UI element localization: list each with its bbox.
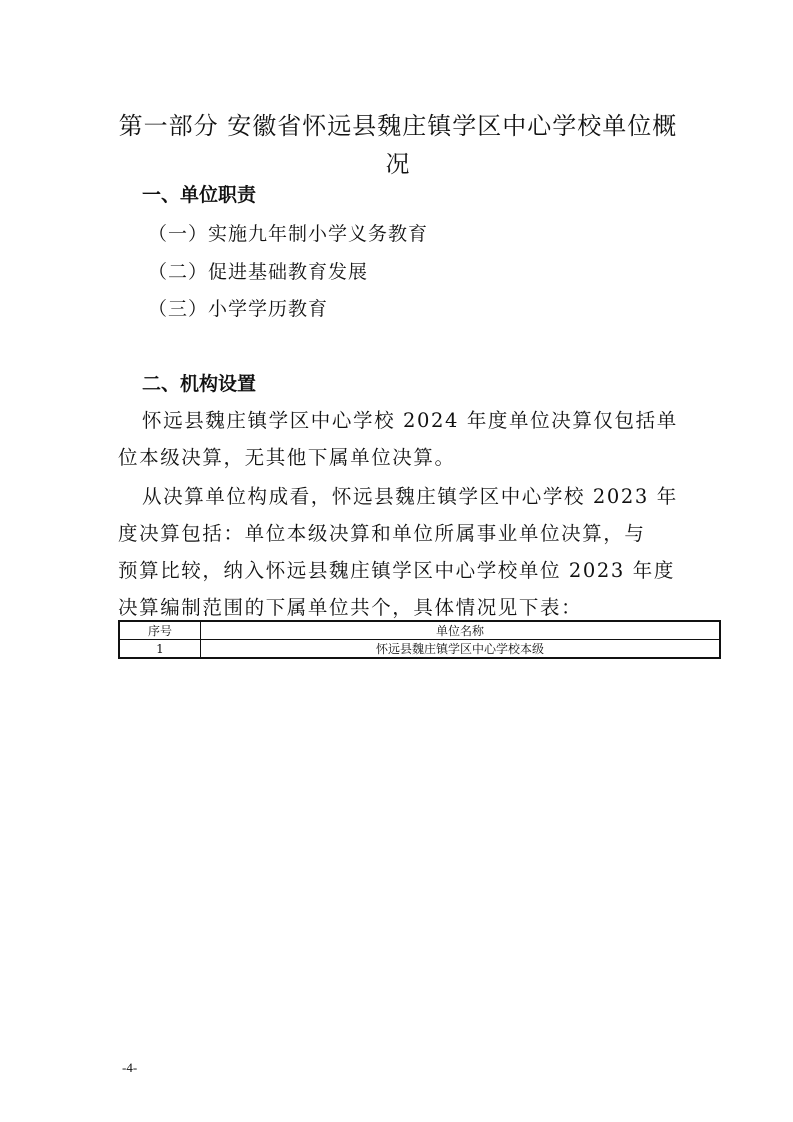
paragraph-2-line-1: 从决算单位构成看，怀远县魏庄镇学区中心学校 2023 年 — [142, 485, 678, 508]
paragraph-1-line-2: 位本级决算，无其他下属单位决算。 — [118, 446, 456, 469]
section-2-heading: 二、机构设置 — [142, 373, 257, 395]
page-title-line-2: 况 — [385, 150, 411, 178]
page-number: -4- — [122, 1060, 138, 1075]
table-cell-seq: 1 — [119, 640, 201, 659]
subordinate-units-table — [118, 620, 721, 659]
table-row — [119, 640, 720, 659]
duty-item-3: （三）小学学历教育 — [148, 298, 329, 320]
duty-item-1: （一）实施九年制小学义务教育 — [148, 223, 429, 245]
page-title-line-1: 第一部分 安徽省怀远县魏庄镇学区中心学校单位概 — [118, 112, 678, 140]
paragraph-2-line-4: 决算编制范围的下属单位共个，具体情况见下表： — [118, 596, 583, 619]
paragraph-2-line-2: 度决算包括：单位本级决算和单位所属事业单位决算，与 — [118, 522, 646, 545]
table-header-row — [119, 621, 720, 640]
table-cell-unit-name: 怀远县魏庄镇学区中心学校本级 — [201, 640, 721, 659]
paragraph-1-line-1: 怀远县魏庄镇学区中心学校 2024 年度单位决算仅包括单 — [142, 409, 678, 432]
section-1-heading: 一、单位职责 — [142, 184, 257, 206]
duty-item-2: （二）促进基础教育发展 — [148, 261, 369, 283]
table-header-seq: 序号 — [119, 621, 201, 640]
table-header-unit-name: 单位名称 — [201, 621, 721, 640]
paragraph-2-line-3: 预算比较，纳入怀远县魏庄镇学区中心学校单位 2023 年度 — [118, 559, 675, 582]
